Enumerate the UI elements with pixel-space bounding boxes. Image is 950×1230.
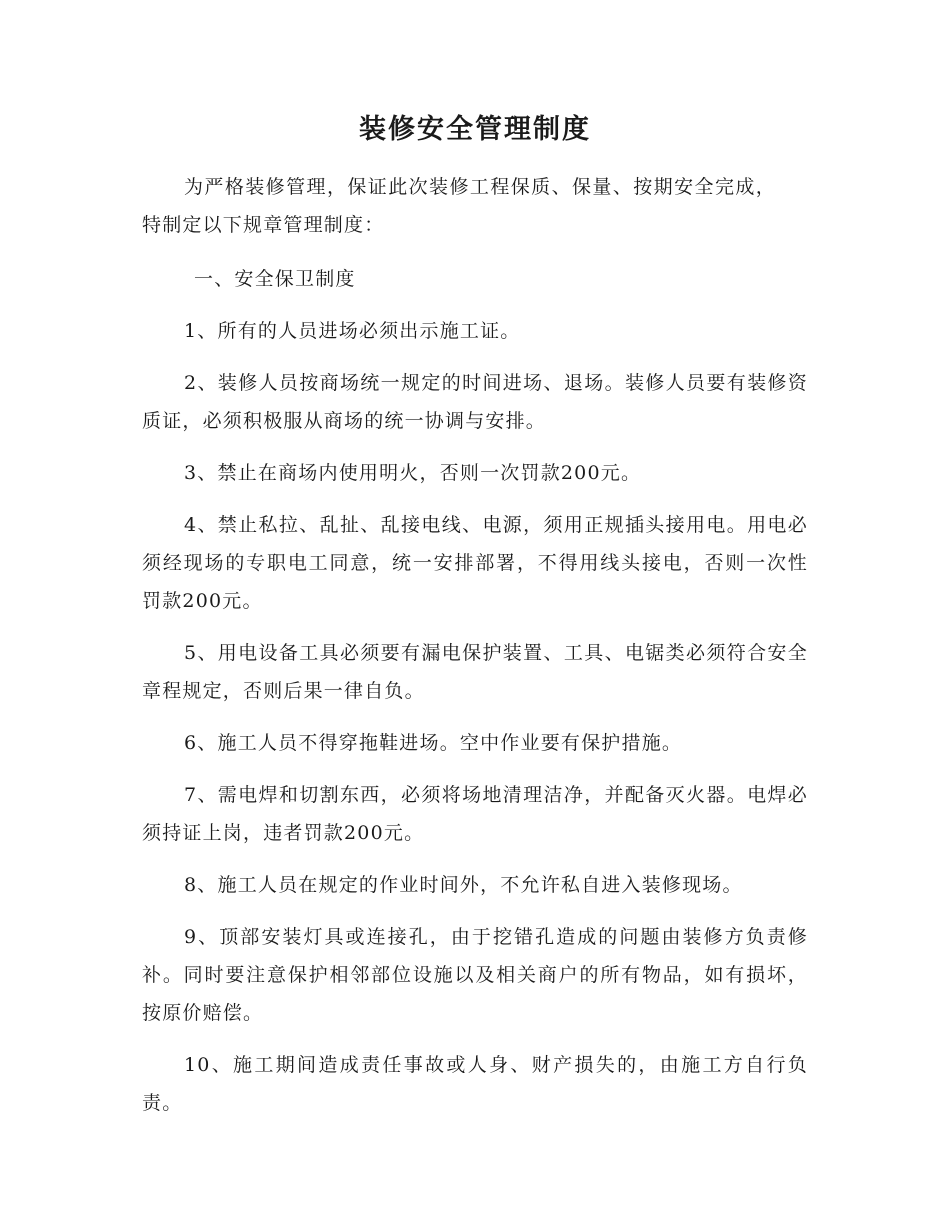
rule-item-8: 8、施工人员在规定的作业时间外，不允许私自进入装修现场。 (184, 874, 743, 896)
rule-item-6: 6、施工人员不得穿拖鞋进场。空中作业要有保护措施。 (184, 732, 683, 754)
rule-item-4: 4、禁止私拉、乱扯、乱接电线、电源，须用正规插头接用电。用电必须经现场的专职电工同意，统一安排部署，不得用线头接电，否则一次性罚款200元。 (142, 514, 808, 612)
document-title: 装修安全管理制度 (359, 114, 591, 145)
rule-item-7: 7、需电焊和切割东西，必须将场地清理洁净，并配备灭火器。电焊必须持证上岗，违者罚款200元。 (142, 784, 808, 844)
intro-paragraph: 为严格装修管理，保证此次装修工程保质、保量、按期安全完成，特制定以下规章管理制度： (142, 176, 776, 236)
rule-item-1: 1、所有的人员进场必须出示施工证。 (184, 320, 521, 342)
rule-item-3: 3、禁止在商场内使用明火，否则一次罚款200元。 (184, 462, 642, 484)
rule-item-5: 5、用电设备工具必须要有漏电保护装置、工具、电锯类必须符合安全章程规定，否则后果一律自负。 (142, 642, 808, 702)
rule-item-10: 10、施工期间造成责任事故或人身、财产损失的，由施工方自行负责。 (142, 1054, 808, 1114)
document-page (142, 110, 808, 1136)
rule-item-9: 9、顶部安装灯具或连接孔，由于挖错孔造成的问题由装修方负责修补。同时要注意保护相邻部位设施以及相关商户的所有物品，如有损坏，按原价赔偿。 (142, 926, 808, 1024)
section-heading: 一、安全保卫制度 (194, 268, 356, 290)
rule-item-2: 2、装修人员按商场统一规定的时间进场、退场。装修人员要有装修资质证，必须积极服从商场的统一协调与安排。 (142, 372, 808, 432)
